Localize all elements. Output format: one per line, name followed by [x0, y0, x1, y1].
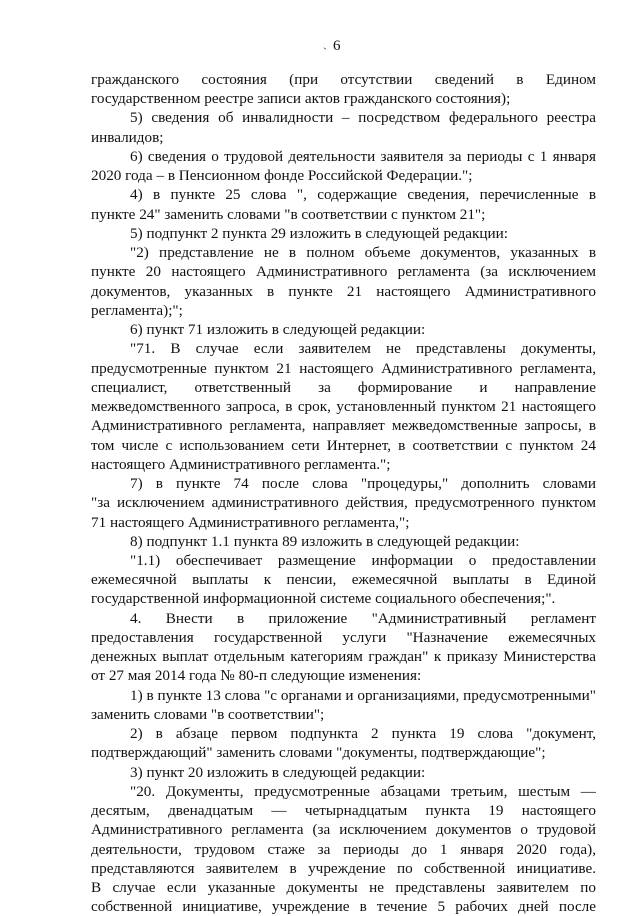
text-line: "2) представление не в полном объеме документов, указанных в: [130, 244, 596, 262]
text-line: 8) подпункт 1.1 пункта 89 изложить в следующей редакции:: [130, 532, 520, 550]
text-line: "1.1) обеспечивает размещение информации о предоставлении: [130, 552, 596, 569]
text-line: собственной инициативе, учреждение в течение 5 рабочих дней после: [91, 898, 596, 916]
text-line: пункте 24" заменить словами "в соответствии с пунктом 21";: [91, 205, 486, 223]
text-line: государственном реестре записи актов гражданского состояния);: [91, 90, 511, 108]
text-line: пункте 20 настоящего Административного регламента (за исключением: [91, 263, 596, 281]
page-number: 6: [333, 38, 341, 54]
text-line: 71 настоящего Административного регламента,";: [91, 513, 410, 531]
text-line: регламента);";: [91, 301, 183, 319]
text-line: 5) подпункт 2 пункта 29 изложить в следующей редакции:: [130, 224, 509, 242]
text-line: 6) сведения о трудовой деятельности заявителя за периоды с 1 января: [130, 147, 596, 165]
text-line: денежных выплат отдельным категориям граждан" к приказу Министерства: [91, 648, 596, 666]
text-line: документов, указанных в пункте 21 настоящего Административного: [91, 282, 596, 300]
text-line: 2020 года – в Пенсионном фонде Российской Федерации.";: [91, 167, 473, 185]
text-line: 4) в пункте 25 слова ", содержащие сведения, перечисленные в: [130, 186, 596, 204]
text-line: предоставления государственной услуги "Назначение ежемесячных: [91, 628, 596, 646]
text-line: заменить словами "в соответствии";: [91, 705, 325, 723]
text-line: "71. В случае если заявителем не представлены документы,: [130, 340, 596, 358]
text-line: десятым, двенадцатым — четырнадцатым пункта 19 настоящего: [91, 802, 596, 820]
text-line: от 27 мая 2014 года № 80-п следующие изменения:: [91, 667, 422, 685]
text-line: представляются заявителем в учреждение по собственной инициативе.: [91, 859, 596, 877]
text-line: 2) в абзаце первом подпункта 2 пункта 19 слова "документ,: [130, 725, 596, 743]
text-line: Административного регламента (за исключением документов о трудовой: [91, 821, 596, 839]
text-line: 4. Внести в приложение "Административный регламент: [130, 609, 596, 627]
text-line: настоящего Административного регламента.";: [91, 455, 391, 473]
scan-mark: `: [323, 45, 327, 59]
text-line: 3) пункт 20 изложить в следующей редакции:: [130, 763, 426, 781]
text-line: гражданского состояния (при отсутствии сведений в Едином: [91, 71, 596, 88]
text-line: подтверждающий" заменить словами "документы, подтверждающие";: [91, 744, 546, 762]
text-line: "за исключением административного действия, предусмотренного пунктом: [91, 494, 596, 512]
text-line: государственной информационной системе социального обеспечения;".: [91, 590, 556, 608]
text-line: В случае если указанные документы не представлены заявителем по: [91, 879, 596, 897]
text-line: том числе с использованием сети Интернет, в соответствии с пунктом 24: [91, 436, 596, 454]
text-line: 1) в пункте 13 слова "с органами и организациями, предусмотренными": [130, 686, 596, 704]
text-line: 7) в пункте 74 после слова "процедуры," дополнить словами: [130, 475, 596, 493]
text-line: инвалидов;: [91, 128, 164, 146]
text-line: ежемесячной выплаты к пенсии, ежемесячной выплаты в Единой: [91, 571, 596, 589]
text-line: межведомственного запроса, в срок, установленный пунктом 21 настоящего: [91, 398, 596, 416]
text-line: "20. Документы, предусмотренные абзацами третьим, шестым —: [130, 782, 596, 800]
text-line: предусмотренные пунктом 21 настоящего Административного регламента,: [91, 359, 596, 377]
text-line: 5) сведения об инвалидности – посредством федерального реестра: [130, 109, 596, 127]
text-line: Административного регламента, направляет межведомственные запросы, в: [91, 417, 596, 435]
text-line: деятельности, трудовом стаже за периоды до 1 января 2020 года),: [91, 840, 596, 858]
text-line: специалист, ответственный за формирование и направление: [91, 378, 596, 396]
text-line: 6) пункт 71 изложить в следующей редакции:: [130, 321, 426, 339]
